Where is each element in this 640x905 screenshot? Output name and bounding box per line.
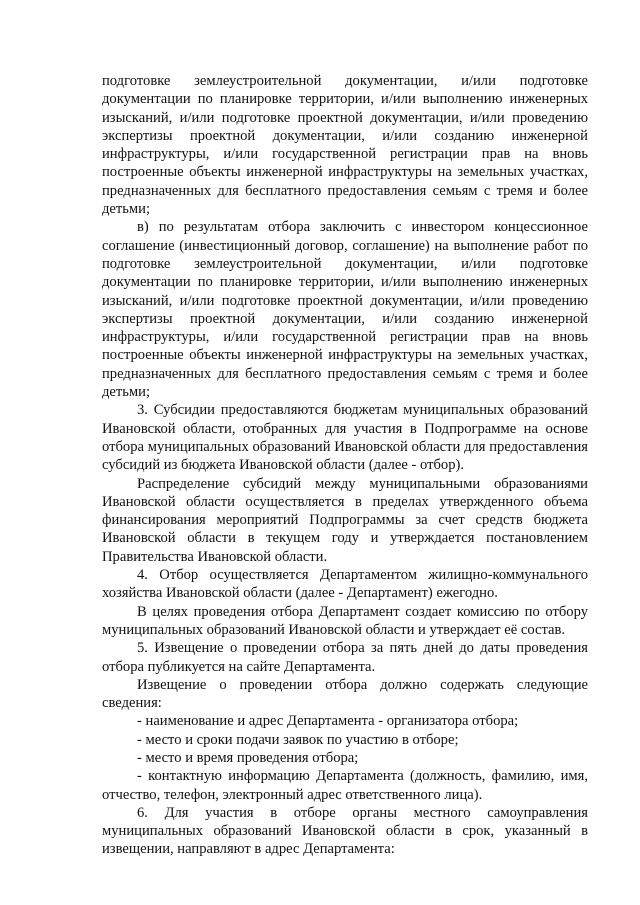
list-item-name-address: - наименование и адрес Департамента - организатора отбора; — [137, 713, 519, 730]
paragraph-clause-5: 5. Извещение о проведении отбора за пять дней до даты проведения отбора публикуется на сайте Департамента. — [102, 640, 588, 675]
list-item-place-dates: - место и сроки подачи заявок по участию в отборе; — [137, 731, 459, 748]
paragraph-commission: В целях проведения отбора Департамент создает комиссию по отбору муниципальных образований Ивановской области и утверждает её состав. — [102, 603, 588, 638]
paragraph-clause-4: 4. Отбор осуществляется Департаментом жилищно-коммунального хозяйства Ивановской области (далее - Департамент) ежегодно. — [102, 567, 588, 602]
paragraph-continuation: подготовке землеустроительной документации, и/или подготовке документации по планировке территории, и/или выполнению инженерных изысканий, и/или подготовке проектной документации, и/или проведению экспертизы проектной документации, и/или созданию инженерной инфраструктуры, и/или государственной регистрации прав на вновь построенные объекты инженерной инфраструктуры на земельных участках, предназначенных для бесплатного предоставления семьям с тремя и более детьми; — [102, 73, 588, 218]
paragraph-clause-3: 3. Субсидии предоставляются бюджетам муниципальных образований Ивановской области, отобранных для участия в Подпрограмме на основе отбора муниципальных образований Ивановской области для предоставления субсидий из бюджета Ивановской области (далее - отбор). — [102, 402, 588, 474]
list-item-place-time: - место и время проведения отбора; — [137, 749, 359, 766]
paragraph-distribution: Распределение субсидий между муниципальными образованиями Ивановской области осуществляется в пределах утвержденного объема финансирования мероприятий Подпрограммы за счет средств бюджета Ивановской области в текущем году и утверждается постановлением Правительства Ивановской области. — [102, 475, 588, 565]
paragraph-clause-6: 6. Для участия в отборе органы местного самоуправления муниципальных образований Ивановской области в срок, указанный в извещении, направляют в адрес Департамента: — [102, 804, 588, 858]
paragraph-item-v: в) по результатам отбора заключить с инвестором концессионное соглашение (инвестиционный договор, соглашение) на выполнение работ по подготовке землеустроительной документации, и/или подготовке документации по планировке территории, и/или выполнению инженерных изысканий, и/или подготовке проектной документации, и/или проведению экспертизы проектной документации, и/или созданию инженерной инфраструктуры, и/или государственной регистрации прав на вновь построенные объекты инженерной инфраструктуры на земельных участках, предназначенных для бесплатного предоставления семьям с тремя и более детьми; — [102, 219, 588, 401]
paragraph-notice-content: Извещение о проведении отбора должно содержать следующие сведения: — [102, 676, 588, 712]
list-item-contact-info: - контактную информацию Департамента (должность, фамилию, имя, отчество, телефон, электронный адрес ответственного лица). — [102, 768, 588, 803]
